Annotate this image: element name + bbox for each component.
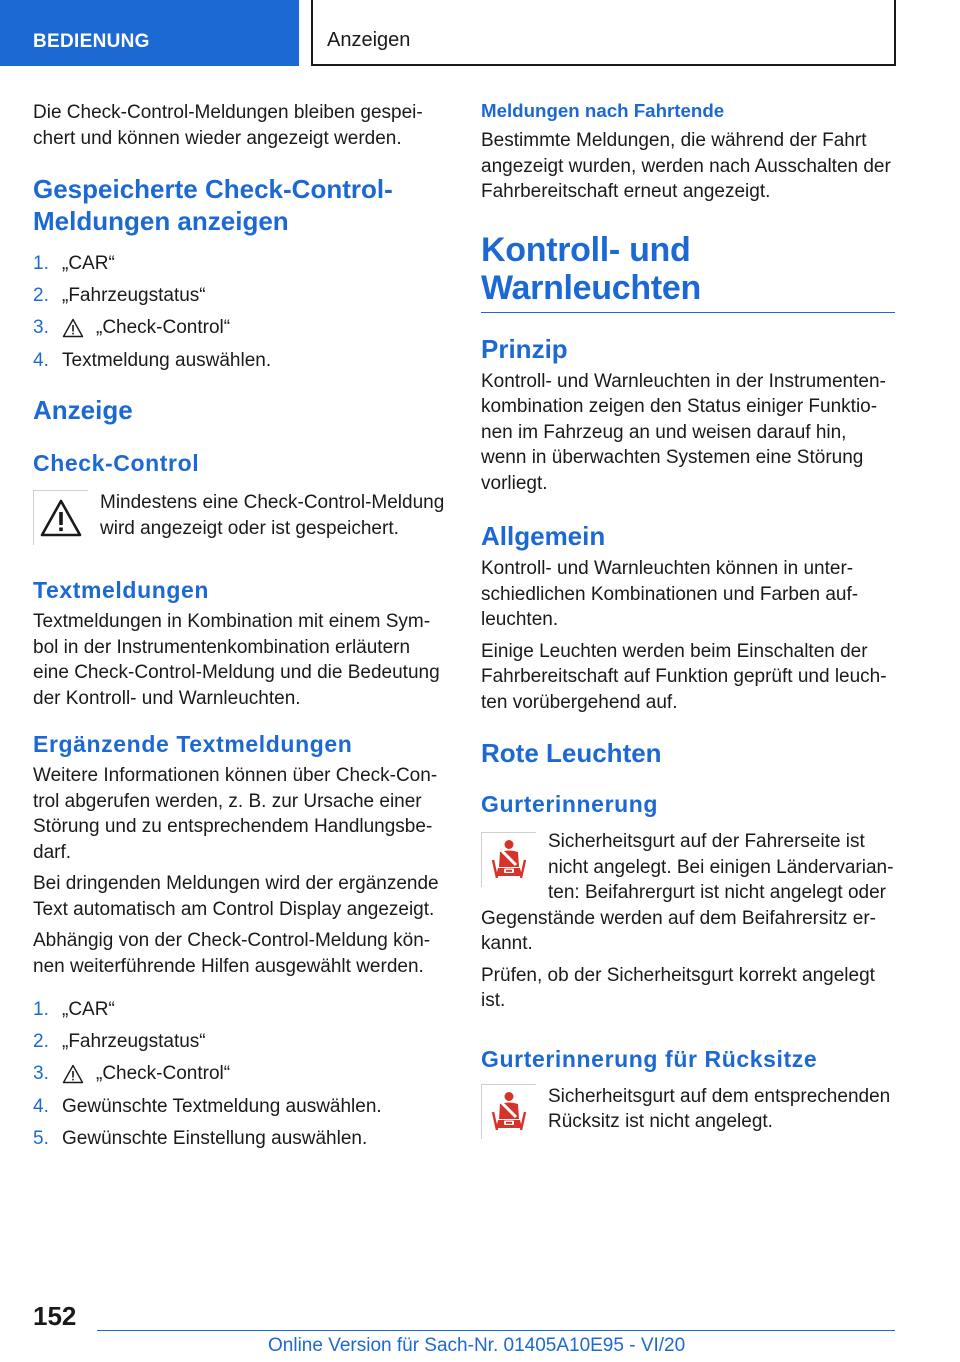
list-item: 4. Gewünschte Textmeldung auswählen. — [33, 1095, 382, 1117]
text-messages-heading: Textmeldungen — [33, 577, 210, 604]
seatbelt-reminder-p2: Prüfen, ob der Sicherheitsgurt korrekt angelegt ist. — [481, 964, 875, 1011]
supplementary-p1: Weitere Informationen können über Check-Control abgerufen werden, z. B. zur Ursache einer Störung und zu entsprechendem Handlungsbedarf. — [33, 765, 438, 863]
rear-seatbelt-text: Sicherheitsgurt auf dem entsprechenden Rücksitz ist nicht angelegt. — [548, 1085, 891, 1132]
rear-seatbelt-row — [481, 1084, 895, 1141]
seatbelt-warning-icon — [489, 838, 529, 882]
seatbelt-icon-box — [481, 832, 536, 887]
rear-seatbelt-icon-box — [481, 1084, 536, 1139]
messages-after-trip-heading: Meldungen nach Fahrtende — [481, 100, 725, 121]
intro-paragraph: Die Check-Control-Meldungen bleiben gespeichert und können wieder angezeigt werden. — [33, 102, 423, 149]
check-control-heading: Check-Control — [33, 450, 200, 477]
list-item: 3. „Check-Control“ — [33, 1063, 231, 1085]
warning-triangle-icon — [39, 498, 83, 538]
list-item: 2. „Fahrzeugstatus“ — [33, 284, 206, 306]
display-heading: Anzeige — [33, 395, 133, 426]
check-control-row — [33, 490, 448, 547]
stored-messages-heading: Gespeicherte Check-Control-Meldungen anzeigen — [33, 174, 393, 236]
supplementary-p2: Bei dringenden Meldungen wird der ergänzende Text automatisch am Control Display angezeigt. — [33, 873, 439, 920]
messages-after-trip-paragraph: Bestimmte Meldungen, die während der Fahrt angezeigt wurden, werden nach Ausschalten der Fahrbereitschaft erneut angezeigt. — [481, 130, 891, 202]
general-heading: Allgemein — [481, 521, 606, 551]
text-messages-paragraph: Textmeldungen in Kombination mit einem Symbol in der Instrumentenkombination erläutern eine Check-Control-Meldung und die Bedeutung der Kontroll- und Warnleuchten. — [33, 611, 440, 709]
principle-heading: Prinzip — [481, 333, 568, 364]
online-version-text: Online Version für Sach-Nr. 01405A10E95 - VI/20 — [268, 1335, 686, 1356]
list-item: 1. „CAR“ — [33, 252, 115, 274]
rear-seatbelt-warning-icon — [489, 1090, 529, 1134]
list-item: 4. Textmeldung auswählen. — [33, 349, 272, 371]
chapter-title: Anzeigen — [327, 29, 411, 51]
left-column — [33, 100, 448, 1155]
list-item: 2. „Fahrzeugstatus“ — [33, 1031, 206, 1053]
supplementary-steps-list — [33, 993, 448, 1154]
supplementary-messages-heading: Ergänzende Textmeldungen — [33, 731, 353, 758]
list-item: 5. Gewünschte Einstellung auswählen. — [33, 1128, 368, 1150]
chapter-heading: Kontroll- und Warnleuchten — [481, 230, 701, 307]
general-p2: Einige Leuchten werden beim Einschalten der Fahrbereitschaft auf Funktion geprüft und leuchten vorübergehend auf. — [481, 640, 887, 713]
footer-rule — [97, 1330, 895, 1331]
warning-triangle-icon — [62, 318, 84, 338]
seatbelt-reminder-text: Sicherheitsgurt auf der Fahrerseite ist nicht angelegt. Bei einigen Ländervarianten: Beifahrergurt ist nicht angelegt oder Gegenstände werden auf dem Beifahrersitz erkannt. — [481, 831, 894, 954]
red-lights-heading: Rote Leuchten — [481, 738, 662, 768]
supplementary-p3: Abhängig von der Check-Control-Meldung können weiterführende Hilfen ausgewählt werden. — [33, 930, 431, 977]
general-p1: Kontroll- und Warnleuchten können in unterschiedlichen Kombinationen und Farben aufleuchten. — [481, 558, 859, 630]
stored-steps-list — [33, 247, 448, 376]
rear-seatbelt-heading: Gurterinnerung für Rücksitze — [481, 1045, 818, 1072]
list-item: 1. „CAR“ — [33, 998, 115, 1020]
list-item: 3. „Check-Control“ — [33, 317, 231, 339]
warning-triangle-icon — [62, 1064, 84, 1084]
check-control-text: Mindestens eine Check-Control-Meldung wird angezeigt oder ist gespeichert. — [100, 492, 445, 539]
page-number: 152 — [33, 1301, 77, 1331]
chapter-heading-block — [481, 231, 895, 313]
chapter-tab — [311, 0, 896, 66]
seatbelt-reminder-heading: Gurterinnerung — [481, 791, 659, 817]
seatbelt-reminder-block — [481, 829, 895, 963]
principle-paragraph: Kontroll- und Warnleuchten in der Instrumentenkombination zeigen den Status einiger Funktionen im Fahrzeug an und weisen darauf hin, wenn in überwachten Systemen eine Störung vorliegt. — [481, 370, 886, 494]
warning-triangle-box — [33, 490, 88, 545]
section-title: BEDIENUNG — [33, 31, 150, 52]
right-column — [481, 100, 895, 1141]
section-tab — [0, 0, 299, 66]
